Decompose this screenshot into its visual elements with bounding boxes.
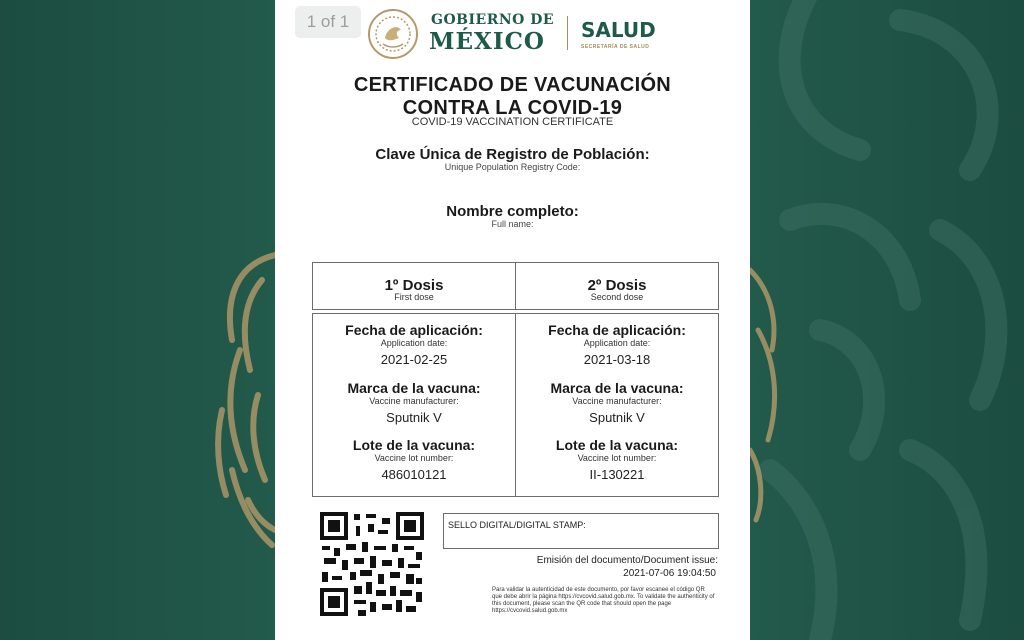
mexico-coat-of-arms-icon [367, 8, 419, 60]
curp-label: Clave Única de Registro de Población: [375, 146, 650, 163]
page-counter: 1 of 1 [295, 6, 361, 38]
dose-2-title: 2º Dosis [587, 277, 647, 294]
dose-2-lot-label-en: Vaccine lot number: [577, 453, 657, 463]
dose-1-brand-label: Marca de la vacuna: [347, 380, 481, 396]
background-pattern-left [0, 0, 275, 640]
dose-2-brand: Sputnik V [589, 410, 645, 425]
dose-1-brand: Sputnik V [386, 410, 442, 425]
dose-2-title-en: Second dose [590, 292, 644, 302]
dose-1-title: 1º Dosis [384, 277, 444, 294]
fullname-label-en: Full name: [491, 219, 534, 229]
dose-2-brand-label: Marca de la vacuna: [550, 380, 684, 396]
ministry-subtitle: SECRETARÍA DE SALUD [581, 44, 650, 50]
digital-stamp-label: SELLO DIGITAL/DIGITAL STAMP: [448, 520, 586, 530]
dose-2-brand-label-en: Vaccine manufacturer: [572, 396, 662, 406]
dose-1-date-label: Fecha de aplicación: [345, 322, 483, 338]
certificate-page [275, 0, 750, 640]
dose-1-date: 2021-02-25 [380, 352, 448, 367]
ministry-name: SALUD [581, 18, 656, 42]
curp-label-en: Unique Population Registry Code: [444, 162, 581, 172]
dose-1-lot-label-en: Vaccine lot number: [374, 453, 454, 463]
dose-1-brand-label-en: Vaccine manufacturer: [369, 396, 459, 406]
background-pattern-right [750, 0, 1024, 640]
header-divider [567, 16, 568, 50]
gov-label-small: GOBIERNO DE [431, 12, 555, 28]
certificate-title-line2: CONTRA LA COVID-19 [402, 97, 623, 119]
digital-stamp-box [443, 513, 719, 549]
dose-1-title-en: First dose [394, 292, 434, 302]
validation-note: Para validar la autenticidad de este documento, por favor escanee el código QR que debe abrir la página https://cvcovid.salud.gob.mx. To validate the authenticity of this document, please scan the QR code that should open the page https://cvcovid.salud.gob.mx [492, 587, 715, 614]
issue-date: 2021-07-06 19:04:50 [623, 568, 716, 579]
dose-2-date: 2021-03-18 [583, 352, 651, 367]
dose-1-date-label-en: Application date: [380, 338, 448, 348]
dose-2-date-label: Fecha de aplicación: [548, 322, 686, 338]
dose-1-lot: 486010121 [381, 467, 447, 482]
certificate-title-en: COVID-19 VACCINATION CERTIFICATE [411, 116, 614, 128]
certificate-title-line1: CERTIFICADO DE VACUNACIÓN [353, 74, 672, 96]
dose-header-table [312, 262, 719, 310]
dose-1-lot-label: Lote de la vacuna: [352, 437, 476, 453]
dose-details-table [312, 313, 719, 497]
dose-2-lot: II-130221 [589, 467, 645, 482]
fullname-label: Nombre completo: [446, 203, 579, 220]
issue-label: Emisión del documento/Document issue: [536, 555, 718, 566]
certificate-header [367, 6, 667, 58]
qr-code[interactable] [320, 512, 424, 616]
dose-2-lot-label: Lote de la vacuna: [555, 437, 679, 453]
dose-2-date-label-en: Application date: [583, 338, 651, 348]
gov-label-big: MÉXICO [429, 28, 545, 55]
